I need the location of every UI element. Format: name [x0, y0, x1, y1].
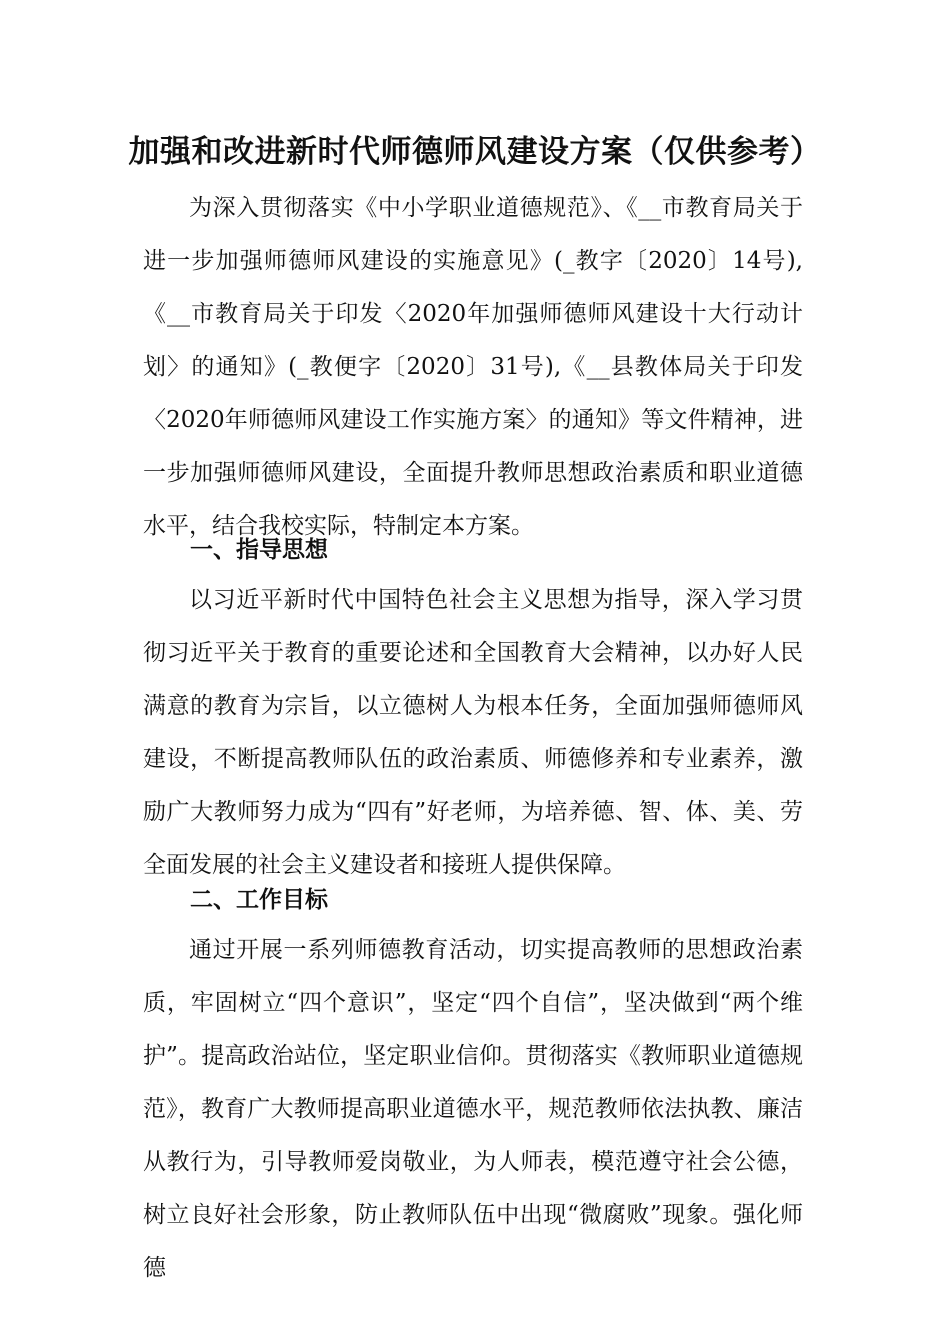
intro-paragraph: 为深入贯彻落实《中小学职业道德规范》、《__市教育局关于进一步加强师德师风建设的实施意见》(_教字〔2020〕14号),《__市教育局关于印发〈2020年加强师德师风建设十大行动计划〉的通知》(_教便字〔2020〕31号),《__县教体局关于印发〈2020年师德师风建设工作实施方案〉的通知》等文件精神，进一步加强师德师风建设，全面提升教师思想政治素质和职业道德水平，结合我校实际，特制定本方案。: [143, 195, 803, 539]
document-title: 加强和改进新时代师德师风建设方案（仅供参考）: [128, 134, 822, 170]
guiding-ideology-block: [143, 574, 803, 892]
intro-block: [143, 182, 803, 553]
work-goals-paragraph: 通过开展一系列师德教育活动，切实提高教师的思想政治素质，牢固树立“四个意识”，坚定“四个自信”，坚决做到“两个维护”。提高政治站位，坚定职业信仰。贯彻落实《教师职业道德规范》，教育广大教师提高职业道德水平，规范教师依法执教、廉洁从教行为，引导教师爱岗敬业，为人师表，模范遵守社会公德，树立良好社会形象，防止教师队伍中出现“微腐败”现象。强化师德: [143, 937, 803, 1281]
section-heading-guiding-ideology: 一、指导思想: [190, 537, 328, 563]
guiding-ideology-paragraph: 以习近平新时代中国特色社会主义思想为指导，深入学习贯彻习近平关于教育的重要论述和全国教育大会精神，以办好人民满意的教育为宗旨，以立德树人为根本任务，全面加强师德师风建设，不断提高教师队伍的政治素质、师德修养和专业素养，激励广大教师努力成为“四有”好老师，为培养德、智、体、美、劳全面发展的社会主义建设者和接班人提供保障。: [143, 587, 803, 878]
section-heading-work-goals: 二、工作目标: [190, 887, 328, 913]
work-goals-block: [143, 924, 803, 1295]
